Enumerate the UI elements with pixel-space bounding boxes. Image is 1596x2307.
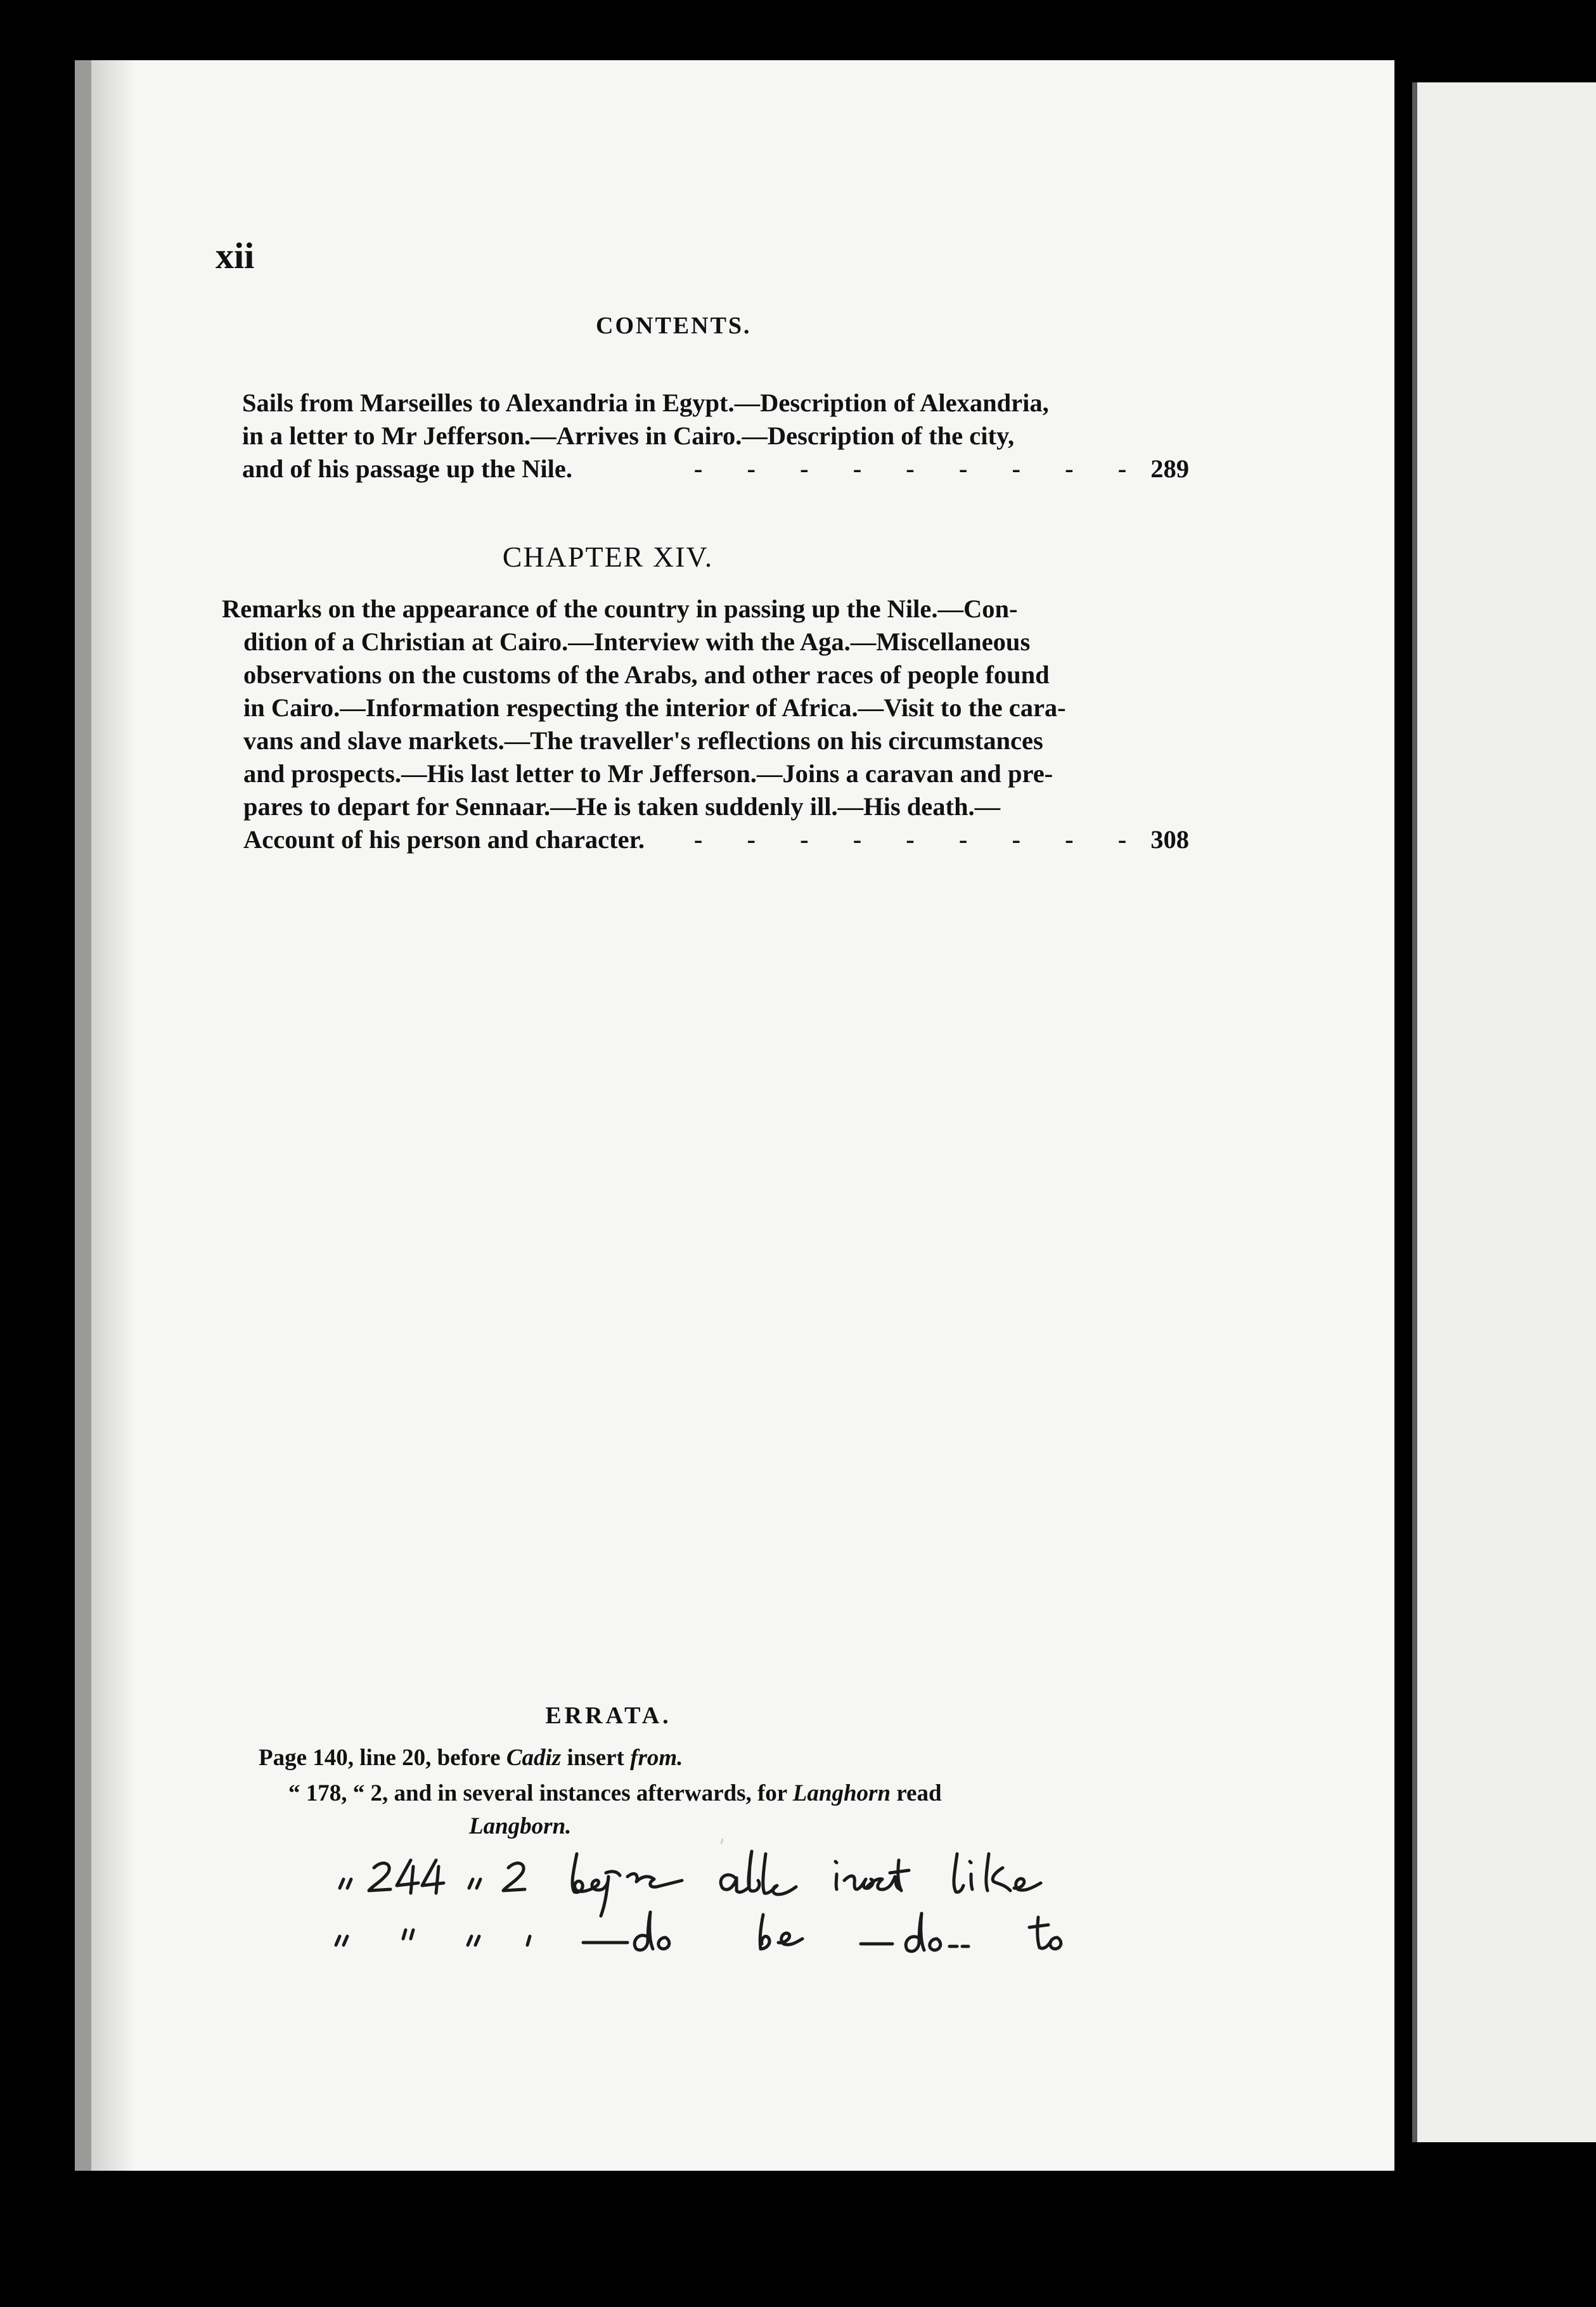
errata-text: Page 140, line 20, before xyxy=(259,1745,506,1771)
entry-line: observations on the customs of the Arabs, and other races of people found xyxy=(243,660,1050,689)
entry-line: and of his passage up the Nile. xyxy=(242,454,572,483)
handwritten-errata xyxy=(330,1835,1318,1974)
entry-line: dition of a Christian at Cairo.—Interview with the Aga.—Miscellaneous xyxy=(243,627,1031,656)
entry-line: Account of his person and character. xyxy=(243,825,645,854)
contents-entry-chapter-13 xyxy=(242,387,1189,485)
errata-text: read xyxy=(891,1780,942,1806)
errata-entry xyxy=(259,1744,683,1771)
entry-line: vans and slave markets.—The traveller's reflections on his circumstances xyxy=(243,726,1043,755)
entry-page-number: 289 xyxy=(1150,454,1189,483)
errata-word: Cadiz xyxy=(506,1745,562,1771)
page-number: xii xyxy=(216,235,255,276)
page-edge-shadow xyxy=(91,60,136,2171)
entry-last-line xyxy=(222,823,1189,856)
handwriting-drawing xyxy=(330,1835,1318,1974)
errata-insert: from. xyxy=(630,1745,683,1771)
dot-leader: - - - - - - - - - xyxy=(693,825,1146,854)
chapter-heading: CHAPTER XIV. xyxy=(502,541,714,573)
entry-last-line xyxy=(242,453,1189,485)
running-head: CONTENTS. xyxy=(596,312,752,339)
errata-correction: Langborn. xyxy=(469,1813,572,1839)
errata-word: Langhorn xyxy=(792,1780,891,1806)
errata-text: “ 178, “ 2, and in several instances afterwards, for xyxy=(288,1780,793,1806)
entry-line: and prospects.—His last letter to Mr Jefferson.—Joins a caravan and pre- xyxy=(243,759,1053,788)
entry-line: Remarks on the appearance of the country in passing up the Nile.—Con- xyxy=(222,594,1018,623)
errata-entry xyxy=(288,1780,942,1807)
entry-line: in a letter to Mr Jefferson.—Arrives in Cairo.—Description of the city, xyxy=(242,421,1015,450)
contents-entry-chapter-14 xyxy=(222,593,1189,856)
dot-leader: - - - - - - - - - xyxy=(693,454,1146,483)
errata-heading: ERRATA. xyxy=(545,1702,672,1729)
entry-line: in Cairo.—Information respecting the interior of Africa.—Visit to the cara- xyxy=(243,693,1066,722)
entry-line: Sails from Marseilles to Alexandria in Egypt.—Description of Alexandria, xyxy=(242,389,1049,417)
entry-page-number: 308 xyxy=(1150,825,1189,854)
errata-text: insert xyxy=(561,1745,631,1771)
facing-page-edge xyxy=(1412,82,1596,2142)
entry-line: pares to depart for Sennaar.—He is taken suddenly ill.—His death.— xyxy=(243,792,1001,821)
